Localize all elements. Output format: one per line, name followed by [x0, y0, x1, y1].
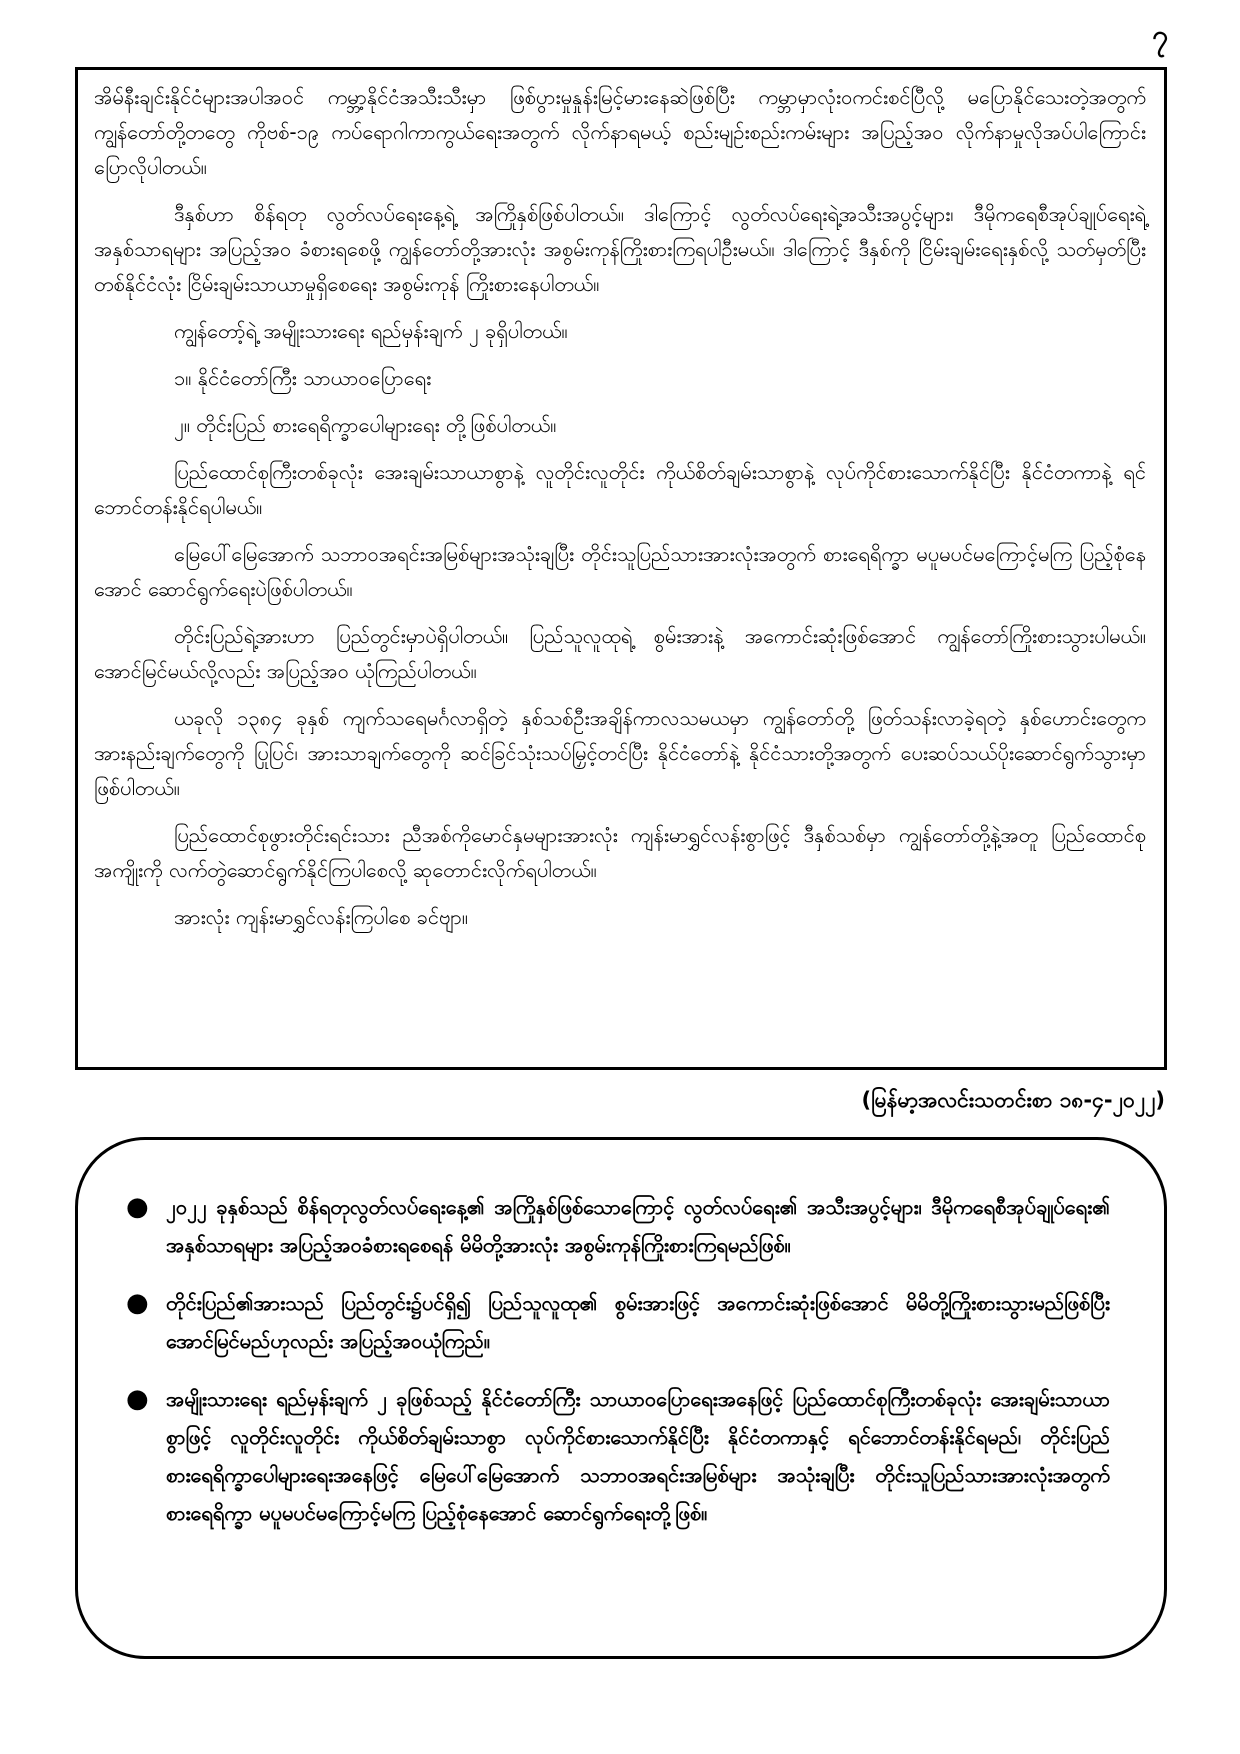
article-box: [75, 67, 1167, 1070]
bullet-icon: ●: [126, 1288, 149, 1318]
paragraph: ကျွန်တော့်ရဲ့ အမျိုးသားရေး ရည်မှန်းချက် ၂ ခုရှိပါတယ်။: [174, 319, 568, 343]
paragraph: ၁။ နိုင်ငံတော်ကြီး သာယာဝပြောရေး: [174, 366, 432, 390]
paragraph: ယခုလို ၁၃၈၄ ခုနှစ် ကျက်သရေမင်္ဂလာရှိတဲ့ နှစ်သစ်ဦးအချိန်ကာလသမယမှာ ကျွန်တော်တို့ ဖြတ်သန်းလာခဲ့ရတဲ့ နှစ်ဟောင်းတွေက အားနည်းချက်တွေကို ပြုပြင်၊ အားသာချက်တွေကို ဆင်ခြင်သုံးသပ်မြှင့်တင်ပြီး နိုင်ငံတော်နဲ့ နိုင်ငံသားတို့အတွက် ပေးဆပ်သယ်ပိုးဆောင်ရွက်သွားမှာ ဖြစ်ပါတယ်။: [94, 706, 1146, 800]
bullet-icon: ●: [126, 1384, 149, 1414]
paragraph: မြေပေါ်မြေအောက် သဘာဝအရင်းအမြစ်များအသုံးချပြီး တိုင်းသူပြည်သားအားလုံးအတွက် စားရေရိက္ခာ မပူမပင်မကြောင့်မကြ ပြည့်စုံနေအောင် ဆောင်ရွက်ရေးပဲဖြစ်ပါတယ်။: [94, 542, 1146, 601]
paragraph: ပြည်ထောင်စုဖွားတိုင်းရင်းသား ညီအစ်ကိုမောင်နှမများအားလုံး ကျန်းမာရွှင်လန်းစွာဖြင့် ဒီနှစ်သစ်မှာ ကျွန်တော်တို့နဲ့အတူ ပြည်ထောင်စုအကျိုးကို လက်တွဲဆောင်ရွက်နိုင်ကြပါစေလို့ ဆုတောင်းလိုက်ရပါတယ်။: [94, 823, 1146, 882]
summary-bullet-item: [118, 1380, 1110, 1532]
summary-bullet-text: တိုင်းပြည်၏အားသည် ပြည်တွင်း၌ပင်ရှိ၍ ပြည်သူလူထု၏ စွမ်းအားဖြင့် အကောင်းဆုံးဖြစ်အောင် မိမိတို့ကြိုးစားသွားမည်ဖြစ်ပြီး အောင်မြင်မည်ဟုလည်း အပြည့်အဝယုံကြည်။: [166, 1291, 1110, 1353]
paragraph: ၂။ တိုင်းပြည် စားရေရိက္ခာပေါများရေး တို့ဖြစ်ပါတယ်။: [174, 413, 557, 437]
page-number: ၇: [1152, 19, 1168, 52]
closing-line: အားလုံး ကျန်းမာရွှင်လန်းကြပါစေ ခင်ဗျာ။: [174, 905, 468, 929]
source-citation: (မြန်မာ့အလင်းသတင်းစာ ၁၈-၄-၂၀၂၂): [861, 1088, 1165, 1112]
summary-box: [75, 1137, 1167, 1659]
summary-bullet-text: အမျိုးသားရေး ရည်မှန်းချက် ၂ ခုဖြစ်သည့် နိုင်ငံတော်ကြီး သာယာဝပြောရေးအနေဖြင့် ပြည်ထောင်စုကြီးတစ်ခုလုံး အေးချမ်းသာယာစွာဖြင့် လူတိုင်းလူတိုင်း ကိုယ်စိတ်ချမ်းသာစွာ လုပ်ကိုင်စားသောက်နိုင်ပြီး နိုင်ငံတကာနှင့် ရင်ဘောင်တန်းနိုင်ရမည်၊ တိုင်းပြည်စားရေရိက္ခာပေါများရေးအနေဖြင့် မြေပေါ်မြေအောက် သဘာဝအရင်းအမြစ်များ အသုံးချပြီး တိုင်းသူပြည်သားအားလုံးအတွက် စားရေရိက္ခာ မပူမပင်မကြောင့်မကြ ပြည့်စုံနေအောင် ဆောင်ရွက်ရေးတို့ဖြစ်။: [166, 1387, 1110, 1525]
summary-bullet-item: [118, 1188, 1110, 1264]
summary-bullet-text: ၂၀၂၂ ခုနှစ်သည် စိန်ရတုလွတ်လပ်ရေးနေ့၏ အကြိုနှစ်ဖြစ်သောကြောင့် လွတ်လပ်ရေး၏ အသီးအပွင့်များ၊ ဒီမိုကရေစီအုပ်ချုပ်ရေး၏ အနှစ်သာရများ အပြည့်အဝခံစားရစေရန် မိမိတို့အားလုံး အစွမ်းကုန်ကြိုးစားကြရမည်ဖြစ်။: [166, 1195, 1110, 1257]
paragraph: ပြည်ထောင်စုကြီးတစ်ခုလုံး အေးချမ်းသာယာစွာနဲ့ လူတိုင်းလူတိုင်း ကိုယ်စိတ်ချမ်းသာစွာနဲ့ လုပ်ကိုင်စားသောက်နိုင်ပြီး နိုင်ငံတကာနဲ့ ရင်ဘောင်တန်းနိုင်ရပါမယ်။: [94, 460, 1146, 519]
bullet-icon: ●: [126, 1192, 149, 1222]
paragraph: ဒီနှစ်ဟာ စိန်ရတု လွတ်လပ်ရေးနေ့ရဲ့ အကြိုနှစ်ဖြစ်ပါတယ်။ ဒါကြောင့် လွတ်လပ်ရေးရဲ့အသီးအပွင့်များ၊ ဒီမိုကရေစီအုပ်ချုပ်ရေးရဲ့ အနှစ်သာရများ အပြည့်အဝ ခံစားရစေဖို့ ကျွန်တော်တို့အားလုံး အစွမ်းကုန်ကြိုးစားကြရပါဦးမယ်။ ဒါကြောင့် ဒီနှစ်ကို ငြိမ်းချမ်းရေးနှစ်လို့ သတ်မှတ်ပြီး တစ်နိုင်ငံလုံး ငြိမ်းချမ်းသာယာမှုရှိစေရေး အစွမ်းကုန် ကြိုးစားနေပါတယ်။: [94, 202, 1146, 296]
paragraph: တိုင်းပြည်ရဲ့အားဟာ ပြည်တွင်းမှာပဲရှိပါတယ်။ ပြည်သူလူထုရဲ့ စွမ်းအားနဲ့ အကောင်းဆုံးဖြစ်အောင် ကျွန်တော်ကြိုးစားသွားပါမယ်။ အောင်မြင်မယ်လို့လည်း အပြည့်အဝ ယုံကြည်ပါတယ်။: [94, 624, 1146, 683]
paragraph: အိမ်နီးချင်းနိုင်ငံများအပါအဝင် ကမ္ဘာ့နိုင်ငံအသီးသီးမှာ ဖြစ်ပွားမှုနှုန်းမြင့်မားနေဆဲဖြစ်ပြီး ကမ္ဘာမှာလုံးဝကင်းစင်ပြီလို့ မပြောနိုင်သေးတဲ့အတွက် ကျွန်တော်တို့တတွေ ကိုဗစ်-၁၉ ကပ်ရောဂါကာကွယ်ရေးအတွက် လိုက်နာရမယ့် စည်းမျဉ်းစည်းကမ်းများ အပြည့်အဝ လိုက်နာမှုလိုအပ်ပါကြောင်း ပြောလိုပါတယ်။: [94, 85, 1146, 179]
summary-bullet-item: [118, 1284, 1110, 1360]
